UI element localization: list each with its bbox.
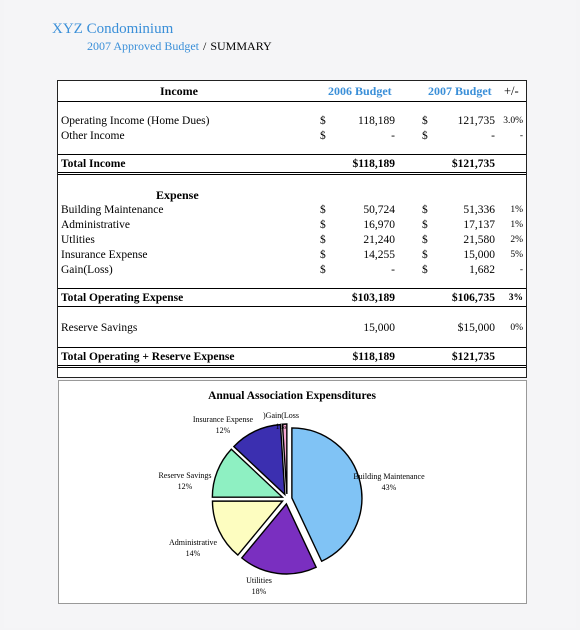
currency-sign: $: [320, 219, 326, 231]
row-label: Reserve Savings: [61, 322, 138, 334]
doc-subtitle-line: [87, 39, 272, 54]
value-2007: $15,000: [457, 322, 495, 334]
row-label: Total Operating Expense: [61, 292, 184, 304]
row-label: Other Income: [61, 130, 125, 142]
separator: /: [203, 39, 207, 53]
value-2007: 15,000: [463, 249, 495, 261]
table-row: [58, 262, 526, 278]
currency-sign: $: [422, 219, 428, 231]
row-label: Total Operating + Reserve Expense: [61, 351, 235, 363]
value-change: 5%: [510, 250, 523, 260]
row-label: Operating Income (Home Dues): [61, 115, 210, 127]
value-2007: 121,735: [457, 115, 495, 127]
row-label: Total Income: [61, 158, 126, 170]
value-change: 1%: [510, 205, 523, 215]
value-change: -: [519, 265, 523, 275]
table-row: [58, 232, 526, 248]
slice-percent-label: 18%: [251, 587, 267, 596]
grand-total-row: [58, 349, 526, 365]
row-label: Gain(Loss): [61, 264, 113, 276]
slice-percent-label: 12%: [177, 482, 193, 491]
col-header-income: Income: [160, 84, 198, 98]
value-2007: $106,735: [451, 292, 495, 304]
value-2007: $121,735: [451, 158, 495, 170]
table-header-row: [58, 83, 526, 99]
col-header-2007: 2007 Budget: [428, 84, 492, 98]
currency-sign: $: [422, 249, 428, 261]
header-divider: [58, 101, 526, 102]
total-income-row: [58, 156, 526, 172]
value-change: 1%: [510, 220, 523, 230]
value-2006: 14,255: [363, 249, 395, 261]
value-change: 3%: [508, 293, 523, 303]
pie-chart-panel: [58, 380, 527, 604]
section-name: SUMMARY: [210, 39, 272, 53]
slice-percent-label: 12%: [215, 426, 231, 435]
chart-title: Annual Association Expensditures: [208, 390, 376, 402]
slice-percent-label: 14%: [185, 549, 201, 558]
table-row: [58, 247, 526, 263]
total-divider: [58, 172, 526, 173]
value-2007: 21,580: [463, 234, 495, 246]
total-divider: [58, 288, 526, 289]
value-change: 3.0%: [503, 116, 523, 126]
value-2006: $118,189: [352, 158, 395, 170]
value-2006: $103,189: [351, 292, 395, 304]
expense-heading-row: [58, 187, 526, 203]
currency-sign: $: [320, 115, 326, 127]
slice-label: Insurance Expense: [192, 415, 254, 424]
currency-sign: $: [320, 249, 326, 261]
doc-subtitle: 2007 Approved Budget: [87, 39, 199, 53]
currency-sign: $: [320, 204, 326, 216]
table-row: [58, 217, 526, 233]
row-label: Administrative: [61, 219, 130, 231]
value-change: 2%: [510, 235, 523, 245]
budget-table: [57, 80, 527, 378]
value-2007: 17,137: [463, 219, 495, 231]
total-divider: [58, 347, 526, 348]
total-divider: [58, 367, 526, 368]
slice-label: Utilities: [246, 576, 272, 585]
value-2006: 50,724: [363, 204, 395, 216]
slice-label: Reserve Savings: [158, 471, 212, 480]
value-change: -: [519, 131, 523, 141]
currency-sign: $: [422, 204, 428, 216]
slice-percent-label: 1%: [275, 422, 287, 431]
col-header-change: +/-: [504, 84, 519, 98]
currency-sign: $: [320, 234, 326, 246]
currency-sign: $: [422, 115, 428, 127]
total-divider: [58, 365, 526, 366]
value-2006: 118,189: [358, 115, 395, 127]
total-operating-row: [58, 290, 526, 306]
slice-label: Administrative: [169, 538, 217, 547]
value-2007: $121,735: [451, 351, 495, 363]
value-2007: 51,336: [463, 204, 495, 216]
value-2006: -: [391, 130, 395, 142]
total-divider: [58, 174, 526, 175]
value-2007: -: [491, 130, 495, 142]
value-2006: 16,970: [363, 219, 395, 231]
slice-percent-label: 43%: [381, 483, 397, 492]
total-divider: [58, 154, 526, 155]
value-2006: 21,240: [363, 234, 395, 246]
currency-sign: $: [320, 264, 326, 276]
expense-heading: Expense: [156, 188, 199, 202]
pie-chart: [59, 381, 526, 603]
currency-sign: $: [422, 234, 428, 246]
value-2006: $118,189: [352, 351, 395, 363]
currency-sign: $: [422, 264, 428, 276]
currency-sign: $: [422, 130, 428, 142]
row-label: Utlities: [61, 234, 95, 246]
slice-label: )Gain(Loss: [263, 411, 299, 420]
org-name: XYZ Condominium: [52, 21, 174, 37]
table-row: [58, 113, 526, 129]
value-2006: -: [391, 264, 395, 276]
value-change: 0%: [510, 323, 523, 333]
table-row: [58, 128, 526, 144]
value-2006: 15,000: [363, 322, 395, 334]
table-row: [58, 202, 526, 218]
col-header-2006: 2006 Budget: [328, 84, 392, 98]
value-2007: 1,682: [469, 264, 495, 276]
row-label: Insurance Expense: [61, 249, 148, 261]
row-label: Building Maintenance: [61, 204, 164, 216]
slice-label: Building Maintenance: [353, 472, 425, 481]
currency-sign: $: [320, 130, 326, 142]
reserve-row: [58, 320, 526, 336]
total-divider: [58, 306, 526, 307]
